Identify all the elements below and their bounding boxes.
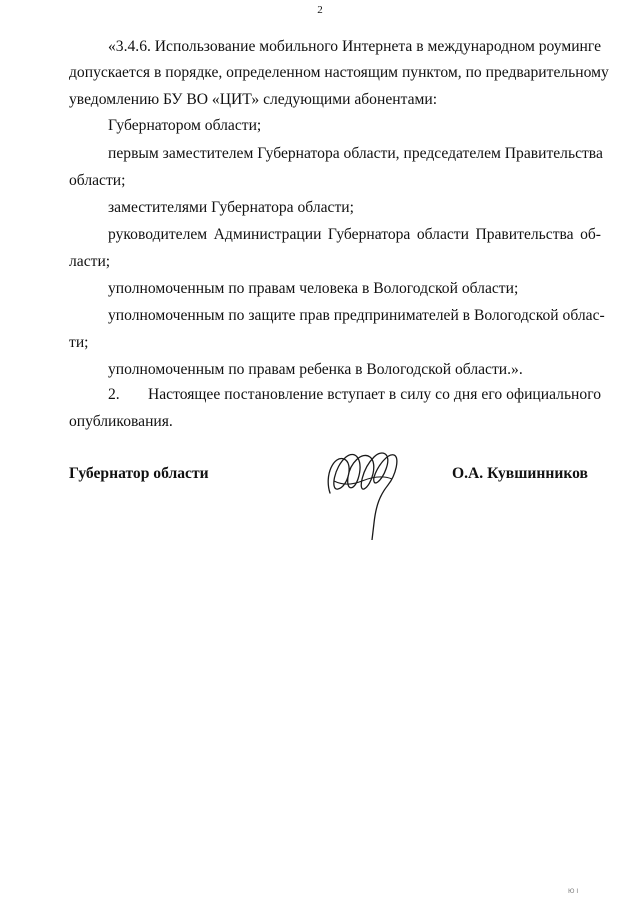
subscriber-item-administration-head-line-1: руководителем Администрации Губернатора области Правительства об- <box>108 226 601 243</box>
paragraph-2-number: 2. <box>108 386 120 403</box>
signatory-name: О.А. Кувшинников <box>452 465 588 482</box>
signatory-position: Губернатор области <box>69 465 209 482</box>
page-number: 2 <box>317 4 323 16</box>
subscriber-item-human-rights-ombudsman: уполномоченным по правам человека в Вологодской области; <box>108 280 519 297</box>
subscriber-item-first-deputy-line-2: области; <box>69 172 126 189</box>
paragraph-2-line-1: Настоящее постановление вступает в силу со дня его официального <box>148 386 601 403</box>
paragraph-3-4-6-line-3: уведомлению БУ ВО «ЦИТ» следующими абонентами: <box>69 91 438 108</box>
subscriber-item-governor: Губернатором области; <box>108 117 262 134</box>
subscriber-item-first-deputy-line-1: первым заместителем Губернатора области, председателем Правительства <box>108 145 603 162</box>
subscriber-item-child-rights-ombudsman: уполномоченным по правам ребенка в Вологодской области.». <box>108 361 523 378</box>
paragraph-2-line-2: опубликования. <box>69 413 173 430</box>
paragraph-3-4-6-line-2: допускается в порядке, определенном настоящим пунктом, по предварительному <box>69 64 609 81</box>
handwritten-signature <box>322 445 408 540</box>
subscriber-item-business-ombudsman-line-1: уполномоченным по защите прав предпринимателей в Вологодской облас- <box>108 307 605 324</box>
paragraph-3-4-6-line-1: «3.4.6. Использование мобильного Интернета в международном роуминге <box>108 38 601 55</box>
subscriber-item-deputies: заместителями Губернатора области; <box>108 199 354 216</box>
subscriber-item-business-ombudsman-line-2: ти; <box>69 334 89 351</box>
footer-mark: Ю I <box>568 888 579 895</box>
subscriber-item-administration-head-line-2: ласти; <box>69 253 111 270</box>
